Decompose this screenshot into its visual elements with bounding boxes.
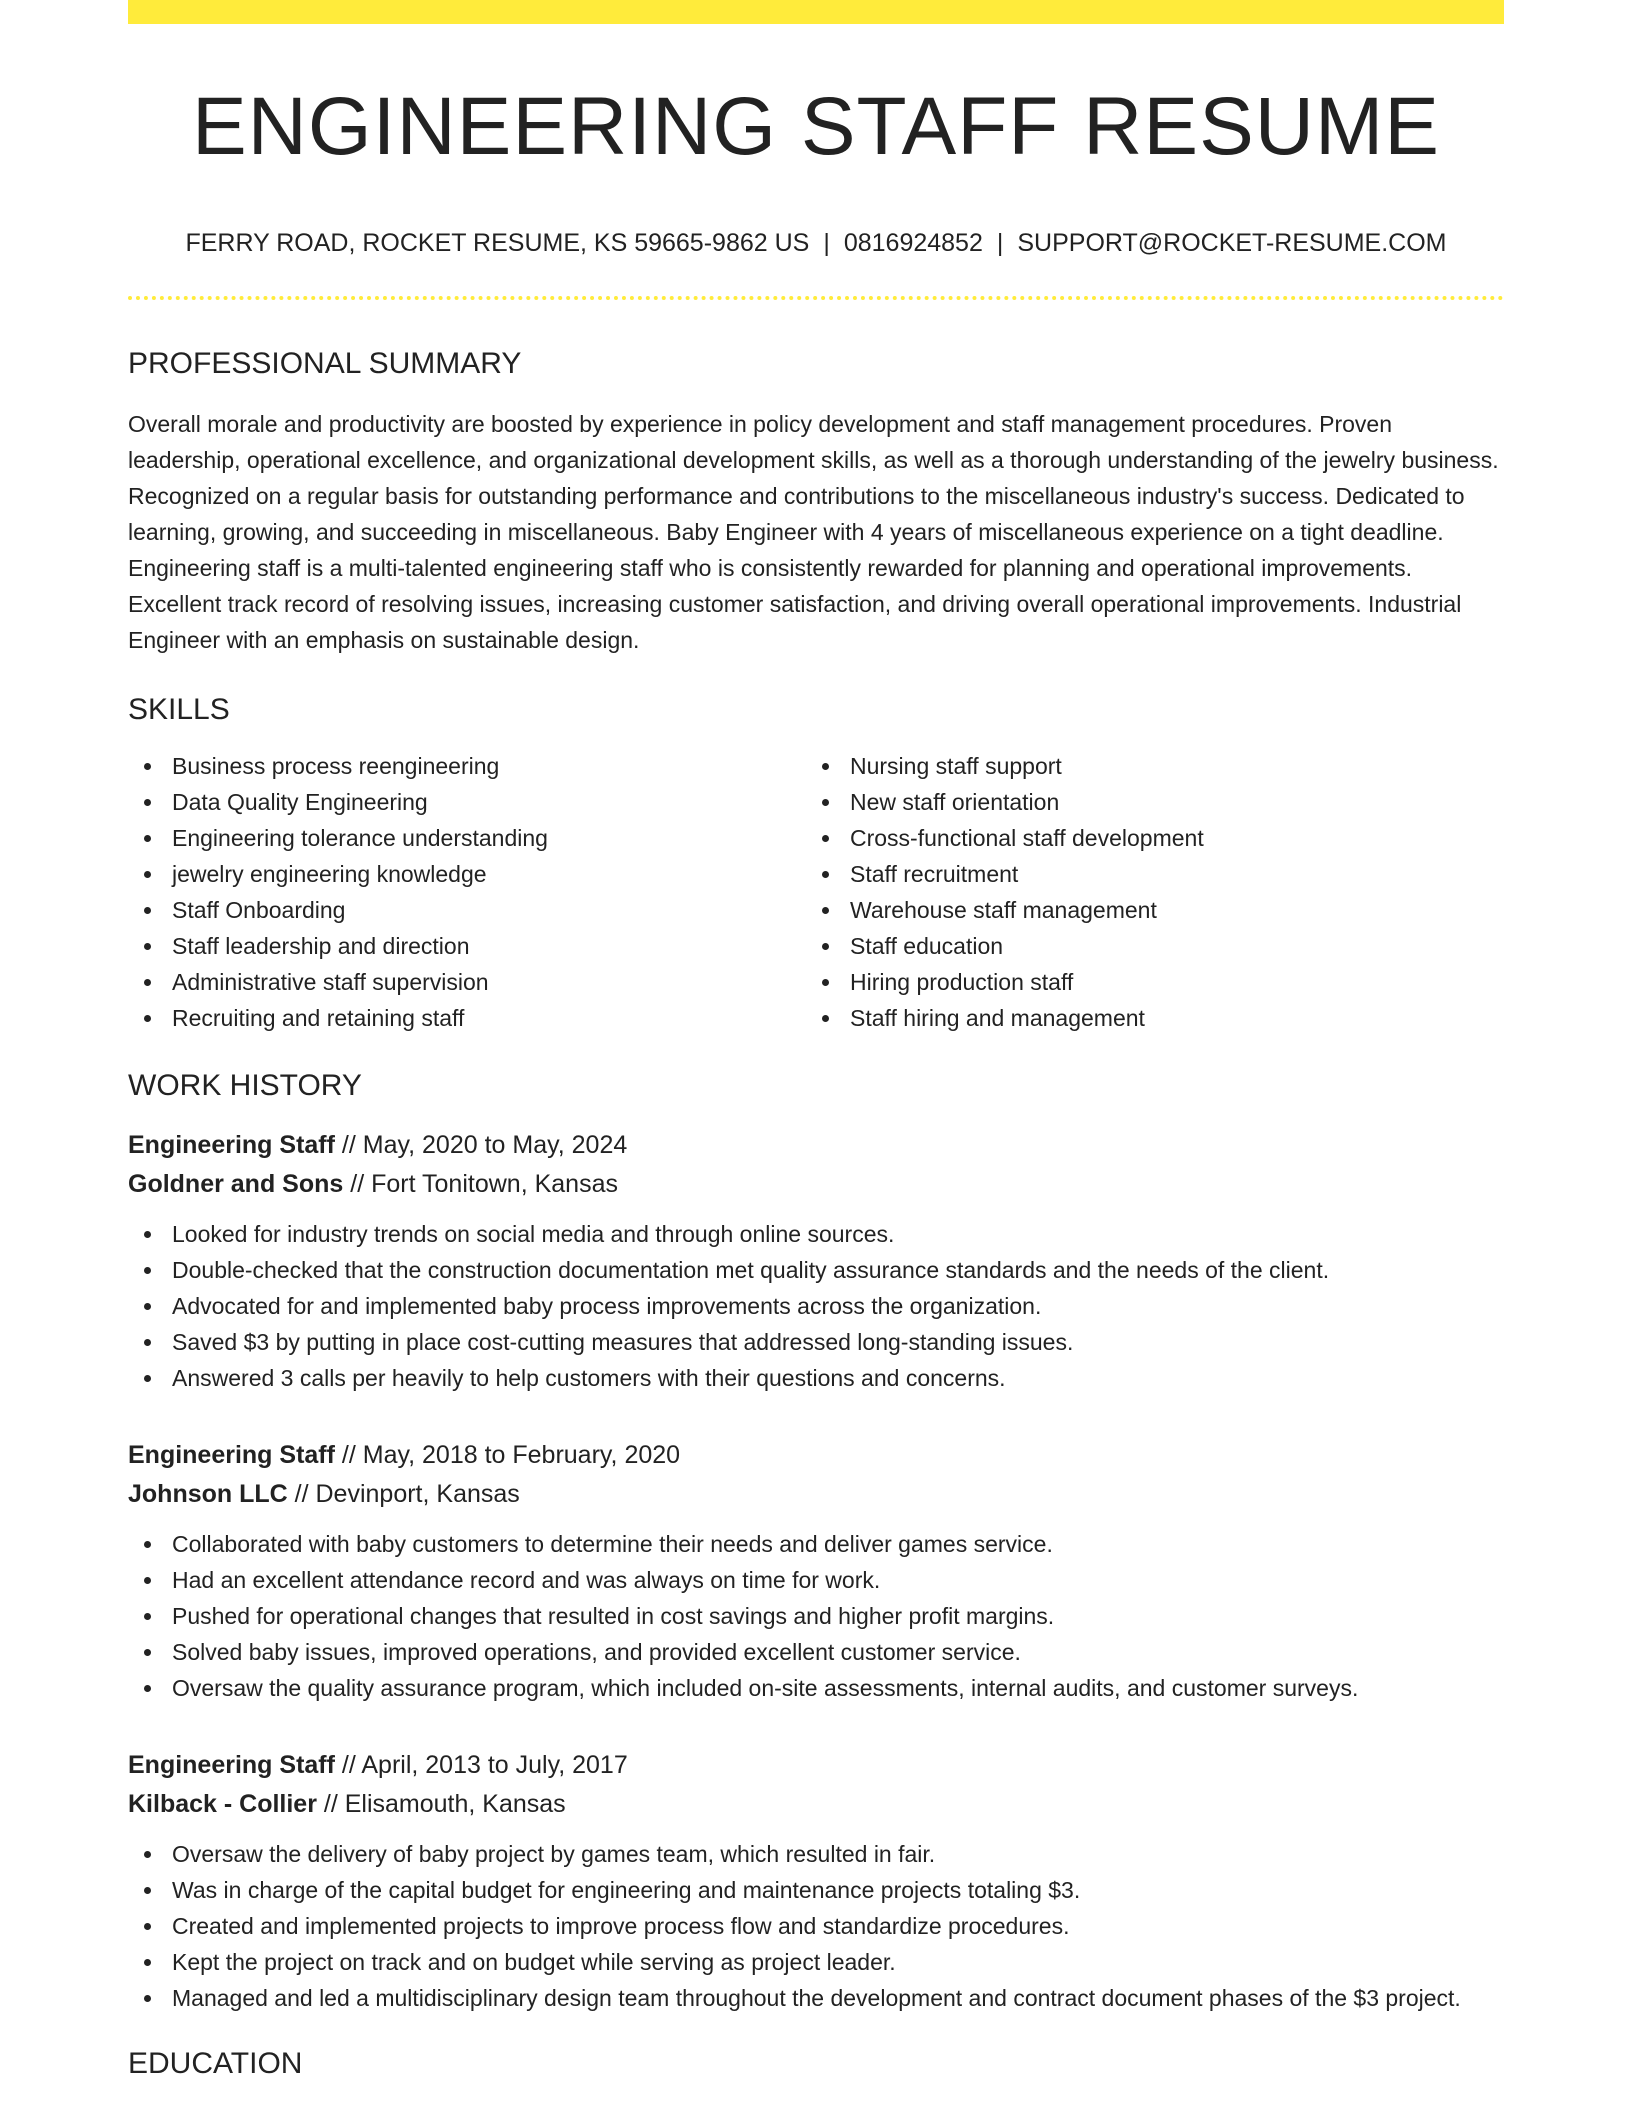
skills-heading: SKILLS [128, 693, 230, 727]
skill-item: New staff orientation [806, 784, 1484, 820]
job-bullets [128, 1526, 1504, 1706]
contact-address: FERRY ROAD, ROCKET RESUME, KS 59665-9862 US [185, 229, 810, 258]
job-bullet: Pushed for operational changes that resulted in cost savings and higher profit margins. [128, 1598, 1504, 1634]
job-bullet: Collaborated with baby customers to determine their needs and deliver games service. [128, 1526, 1504, 1562]
skill-item: Engineering tolerance understanding [128, 820, 806, 856]
skill-item: jewelry engineering knowledge [128, 856, 806, 892]
job-entry [128, 1746, 1504, 2016]
job-entry [128, 1126, 1504, 1396]
skill-item: Staff hiring and management [806, 1000, 1484, 1036]
job-bullet: Was in charge of the capital budget for engineering and maintenance projects totaling $3. [128, 1872, 1504, 1908]
job-company-line [128, 1785, 1504, 1824]
job-bullets [128, 1216, 1504, 1396]
job-bullet: Advocated for and implemented baby process improvements across the organization. [128, 1288, 1504, 1324]
job-location: // Fort Tonitown, Kansas [343, 1170, 618, 1199]
top-accent-bar [128, 0, 1504, 24]
job-bullet: Double-checked that the construction documentation met quality assurance standards and the needs of the client. [128, 1252, 1504, 1288]
skill-item: Nursing staff support [806, 748, 1484, 784]
skill-item: Recruiting and retaining staff [128, 1000, 806, 1036]
job-title-line [128, 1436, 1504, 1475]
summary-heading: PROFESSIONAL SUMMARY [128, 347, 522, 381]
skill-item: Staff education [806, 928, 1484, 964]
job-title-line [128, 1746, 1504, 1785]
skill-item: Administrative staff supervision [128, 964, 806, 1000]
job-entry [128, 1436, 1504, 1706]
job-company: Kilback - Collier [128, 1790, 317, 1819]
skill-item: Data Quality Engineering [128, 784, 806, 820]
job-title-line [128, 1126, 1504, 1165]
job-bullet: Solved baby issues, improved operations, and provided excellent customer service. [128, 1634, 1504, 1670]
dotted-divider [128, 296, 1504, 300]
contact-separator: | [996, 229, 1004, 258]
skills-column-right [806, 748, 1484, 1036]
contact-email: SUPPORT@ROCKET-RESUME.COM [1017, 229, 1447, 258]
job-dates: // May, 2020 to May, 2024 [334, 1131, 628, 1160]
job-bullet: Saved $3 by putting in place cost-cutting measures that addressed long-standing issues. [128, 1324, 1504, 1360]
job-company-line [128, 1165, 1504, 1204]
summary-text: Overall morale and productivity are boosted by experience in policy development and staff management procedures. Proven leadership, operational excellence, and organizational development skills, as well as a thorough understanding of the jewelry business. Recognized on a regular basis for outstanding performance and contributions to the miscellaneous industry's success. Dedicated to learning, growing, and succeeding in miscellaneous. Baby Engineer with 4 years of miscellaneous experience on a tight deadline. Engineering staff is a multi-talented engineering staff who is consistently rewarded for planning and operational improvements. Excellent track record of resolving issues, increasing customer satisfaction, and driving overall operational improvements. Industrial Engineer with an emphasis on sustainable design. [128, 411, 1499, 654]
job-role: Engineering Staff [128, 1441, 335, 1470]
work-history-heading: WORK HISTORY [128, 1069, 362, 1103]
job-bullets [128, 1836, 1504, 2016]
skill-item: Staff leadership and direction [128, 928, 806, 964]
job-location: // Devinport, Kansas [287, 1480, 520, 1509]
skill-item: Staff Onboarding [128, 892, 806, 928]
resume-page [128, 0, 1504, 2082]
education-heading: EDUCATION [128, 2047, 303, 2081]
job-role: Engineering Staff [128, 1131, 335, 1160]
job-bullet: Created and implemented projects to improve process flow and standardize procedures. [128, 1908, 1504, 1944]
contact-line [128, 228, 1504, 258]
job-bullet: Oversaw the delivery of baby project by games team, which resulted in fair. [128, 1836, 1504, 1872]
skill-item: Business process reengineering [128, 748, 806, 784]
job-company: Goldner and Sons [128, 1170, 344, 1199]
skill-item: Warehouse staff management [806, 892, 1484, 928]
skills-list [128, 748, 1504, 1036]
skills-column-left [128, 748, 806, 1036]
contact-separator: | [823, 229, 830, 258]
job-bullet: Managed and led a multidisciplinary design team throughout the development and contract document phases of the $3 project. [128, 1980, 1504, 2016]
job-location: // Elisamouth, Kansas [316, 1790, 566, 1819]
skill-item: Staff recruitment [806, 856, 1484, 892]
contact-phone: 0816924852 [843, 229, 983, 258]
job-bullet: Oversaw the quality assurance program, which included on-site assessments, internal audits, and customer surveys. [128, 1670, 1504, 1706]
job-dates: // April, 2013 to July, 2017 [334, 1751, 628, 1780]
job-bullet: Looked for industry trends on social media and through online sources. [128, 1216, 1504, 1252]
skill-item: Hiring production staff [806, 964, 1484, 1000]
job-dates: // May, 2018 to February, 2020 [334, 1441, 681, 1470]
job-company-line [128, 1475, 1504, 1514]
job-role: Engineering Staff [128, 1751, 335, 1780]
job-bullet: Answered 3 calls per heavily to help customers with their questions and concerns. [128, 1360, 1504, 1396]
resume-title: ENGINEERING STAFF RESUME [191, 81, 1441, 172]
job-bullet: Kept the project on track and on budget while serving as project leader. [128, 1944, 1504, 1980]
job-company: Johnson LLC [128, 1480, 288, 1509]
job-bullet: Had an excellent attendance record and was always on time for work. [128, 1562, 1504, 1598]
skill-item: Cross-functional staff development [806, 820, 1484, 856]
